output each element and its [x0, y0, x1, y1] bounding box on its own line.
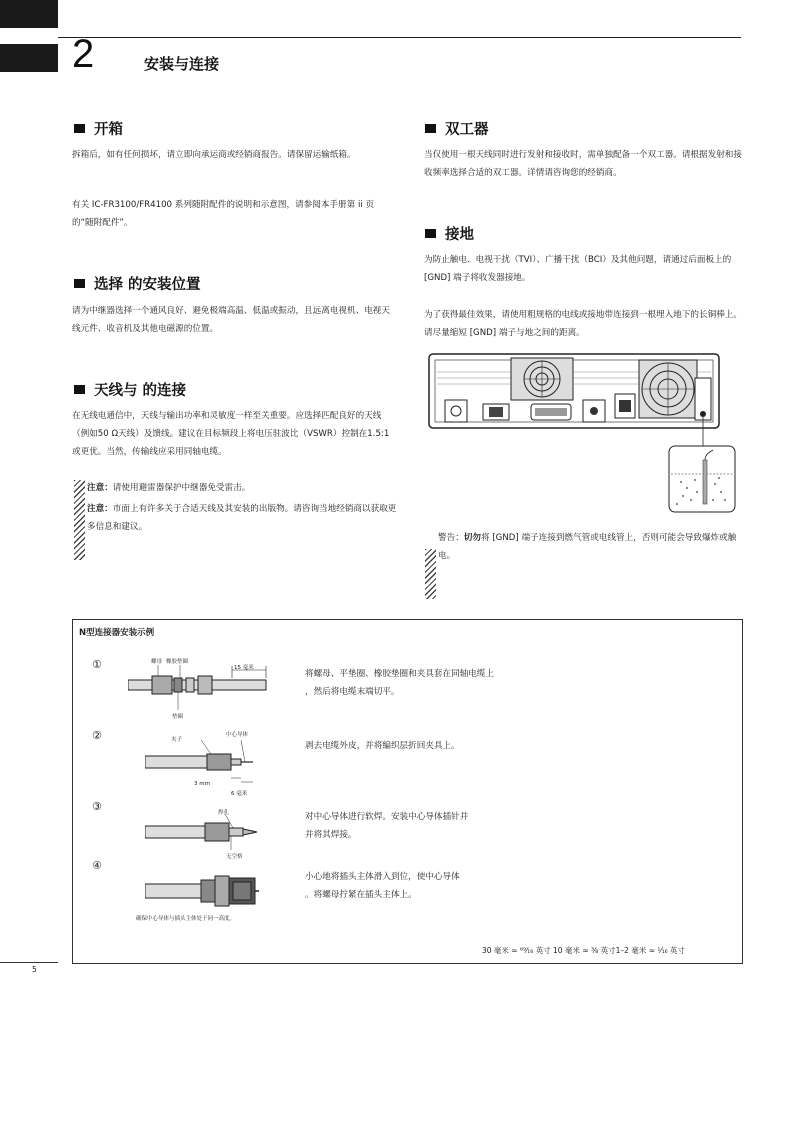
step-1-label-rubber-washer: 橡胶垫圈 [166, 659, 189, 665]
fan-left [511, 358, 573, 400]
fan-right [639, 360, 697, 418]
step-1-number: ① [92, 658, 102, 671]
page-number: 5 [32, 965, 37, 974]
ground-rod-inset [669, 446, 735, 512]
section-title-unpacking: 开箱 [74, 118, 123, 139]
step-3-text: 对中心导体进行软焊。安装中心导体插针并 并将其焊接。 [305, 812, 469, 840]
step-1-label-15mm: 15 毫米 [234, 665, 254, 671]
step-1-text: 将螺母、平垫圈、橡胶垫圈和夹具套在同轴电缆上 ，然后将电缆末端切平。 [305, 669, 495, 697]
header-rule [58, 37, 741, 38]
step-3-number: ③ [92, 800, 102, 813]
bullet-square-icon [425, 229, 436, 238]
ground-paragraph-1: 为防止触电、电视干扰（TVI）、广播干扰（BCI）及其他问题，请通过后面板上的 [GND] 端子将收发器接地。 [424, 255, 732, 283]
section-title-antenna: 天线与 的连接 [74, 379, 186, 400]
rear-panel [429, 354, 719, 428]
n-connector-box-title: N型连接器安装示例 [79, 628, 155, 638]
step-2-label-6mm: 6 毫米 [231, 791, 248, 797]
chapter-tab-top [0, 0, 58, 28]
section-title-location: 选择 的安装位置 [74, 273, 201, 294]
step-2-label-3mm: 3 mm [194, 781, 210, 787]
step-4-number: ④ [92, 859, 102, 872]
step-3-label-solder-hole: 焊孔 [218, 810, 230, 816]
location-paragraph: 请为中继器选择一个通风良好、避免极端高温、低温或振动，且远离电视机、电视天线元件、收音机及其他电磁源的位置。 [72, 306, 390, 334]
note-hatch-bar [74, 480, 85, 560]
warning-gnd: 警告：切勿将 [GND] 端子连接到燃气管或电线管上，否则可能会导致爆炸或触电。 [438, 533, 737, 561]
warning-hatch-bar [425, 549, 436, 599]
step-2-label-clamp: 夹子 [171, 737, 183, 743]
step-4-label-flush: 确保中心导体与插头主体处于同一高度。 [136, 916, 236, 922]
section-title-duplexer: 双工器 [425, 118, 489, 139]
step-2-label-center-conductor: 中心导体 [226, 732, 249, 738]
unpacking-paragraph-1: 拆箱后，如有任何损坏，请立即向承运商或经销商报告。请保留运输纸箱。 [72, 150, 356, 160]
chapter-title: 安装与连接 [144, 55, 220, 73]
step-1-label-nut: 螺母 [151, 659, 163, 665]
chapter-number: 2 [72, 32, 95, 76]
bullet-square-icon [74, 385, 85, 394]
ground-paragraph-2: 为了获得最佳效果，请使用粗规格的电线或接地带连接到一根埋入地下的长铜棒上。请尽量缩短 [GND] 端子与地之间的距离。 [424, 310, 742, 338]
section-title-ground: 接地 [425, 223, 474, 244]
page-number-rule [0, 962, 58, 963]
step-4-text: 小心地将插头主体滑入到位，使中心导体 。将螺母拧紧在插头主体上。 [305, 872, 460, 900]
step-2-text: 剥去电缆外皮，并将编织层折回夹具上。 [305, 741, 460, 751]
chapter-tab-bottom [0, 44, 58, 72]
step-2-number: ② [92, 729, 102, 742]
note-publications: 注意：市面上有许多关于合适天线及其安装的出版物。请咨询当地经销商以获取更多信息和建议。 [87, 504, 397, 532]
bullet-square-icon [425, 124, 436, 133]
bullet-square-icon [74, 279, 85, 288]
antenna-paragraph: 在无线电通信中，天线与输出功率和灵敏度一样至关重要。应选择匹配良好的天线（例如50 Ω天线）及馈线。建议在目标频段上将电压驻波比（VSWR）控制在1.5:1或更优。当然，传输线应采用同轴电缆。 [72, 411, 390, 457]
unit-conversion-footnote: 30 毫米 ≈ ⁶⁹⁄₁₆ 英寸 10 毫米 ≈ ³⁄₈ 英寸1–2 毫米 ≈ ¹⁄₁₆ 英寸 [482, 946, 686, 955]
note-lightning: 注意：请使用避雷器保护中继器免受雷击。 [87, 483, 251, 493]
step-3-label-no-gap: 无空格 [226, 854, 243, 860]
rear-panel-grounding-illustration [425, 350, 741, 515]
duplexer-paragraph: 当仅使用一根天线同时进行发射和接收时，需单独配备一个双工器。请根据发射和接收频率选择合适的双工器。详情请咨询您的经销商。 [424, 150, 742, 178]
step-3-illustration [145, 808, 265, 862]
step-1-label-washer: 垫圈 [172, 714, 184, 720]
step-4-illustration [145, 872, 265, 912]
unpacking-paragraph-2: 有关 IC-FR3100/FR4100 系列随附配件的说明和示意图，请参阅本手册第 ii 页的“随附配件”。 [72, 200, 375, 228]
bullet-square-icon [74, 124, 85, 133]
